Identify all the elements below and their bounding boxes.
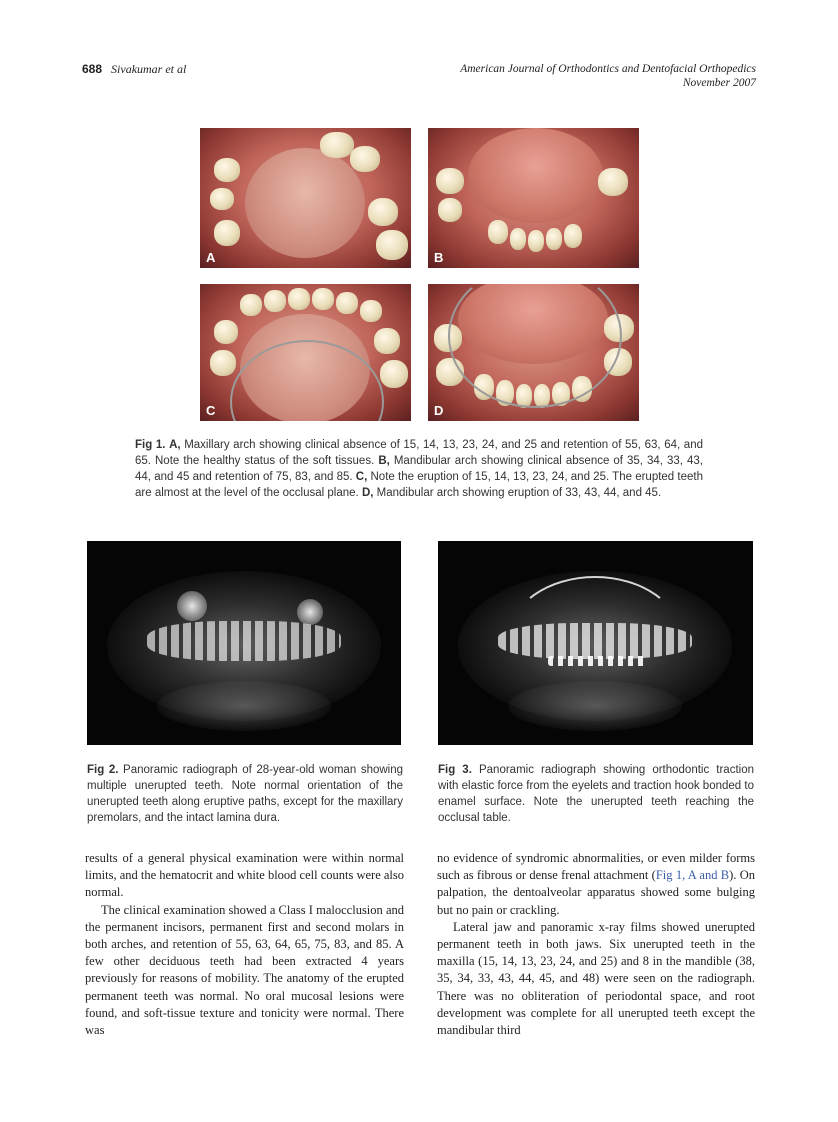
body-right-paragraph-1 [437,850,755,919]
body-left-paragraph-2: The clinical examination showed a Class I malocclusion and the permanent incisors, permanent first and second molars in both arches, and retention of 55, 63, 64, 65, 75, 83, and 85. A few other deciduous teeth had been extracted 4 years previously for reasons of mobility. The anatomy of the erupted permanent teeth was normal. No oral mucosal lesions were found, and soft-tissue texture and tonicity were normal. There was [85,902,404,1038]
fig1-panel-b [428,128,639,268]
body-right-p1-start: no evidence of syndromic abnormalities, or even milder forms such as fibrous or dense frenal attachment ( [437,851,755,883]
fig3-caption-label: Fig 3. [438,764,472,776]
fig1-caption-a-label: A, [169,439,181,451]
fig2-caption-text: Panoramic radiograph of 28-year-old woman showing multiple unerupted teeth. Note normal orientation of the unerupted teeth along eruptive paths, except for the maxillary premolars, and the intact lamina dura. [87,764,404,824]
fig2-caption [87,762,403,826]
fig1-caption-b-label: B, [378,455,390,467]
fig1-panel-a [200,128,411,268]
fig1-caption-label: Fig 1. [135,439,166,451]
fig3-caption-text: Panoramic radiograph showing orthodontic traction with elastic force from the eyelets and traction hook bonded to enamel surface. Note the unerupted teeth reaching the occlusal table. [438,764,754,824]
fig1-panel-d [428,284,639,421]
fig1-caption-b: Mandibular arch showing clinical absence of 35, 34, 33, 43, 44, and 45 and retention of 75, 83, and 85. [135,455,703,483]
running-header-right [460,62,756,90]
body-right-column [437,850,755,1039]
fig2-caption-label: Fig 2. [87,764,119,776]
fig1-caption-c-label: C, [355,471,368,483]
fig1-panel-label-c: C [206,403,216,418]
fig2-radiograph [87,541,401,745]
fig1-panel-label-b: B [434,250,444,265]
body-left-column [85,850,404,1039]
body-right-paragraph-2: Lateral jaw and panoramic x-ray films showed unerupted permanent teeth in both jaws. Six unerupted teeth in the maxilla (15, 14, 13, 23, 24, and 25) and 8 in the mandible (38, 35, 34, 33, 43, 44, 45, and 48) were seen on the radiograph. There was no obliteration of periodontal space, and root development was complete for all unerupted teeth except the mandibular third [437,919,755,1038]
fig3-radiograph [438,541,753,745]
fig1-panel-label-a: A [206,250,216,265]
fig3-caption [438,762,754,826]
fig1-panel-label-d: D [434,403,444,418]
fig1-caption-d: Mandibular arch showing eruption of 33, 43, 44, and 45. [376,487,662,499]
body-right-p1-end: ). On palpation, the dentoalveolar apparatus showed some bulging but no pain or crackling. [437,868,755,917]
running-authors: Sivakumar et al [111,62,187,76]
figure-reference-link[interactable]: Fig 1, A and B [655,868,730,883]
running-header-left [82,62,186,77]
fig1-caption-a: Maxillary arch showing clinical absence of 15, 14, 13, 23, 24, and 25 and retention of 55, 63, 64, and 65. Note the healthy status of the soft tissues. [135,439,703,467]
fig1-caption-d-label: D, [361,487,374,499]
body-left-paragraph-1: results of a general physical examination were within normal limits, and the hematocrit and white blood cell counts were also normal. [85,851,405,900]
fig1-panel-c [200,284,411,421]
issue-date: November 2007 [682,77,756,89]
journal-title: American Journal of Orthodontics and Dentofacial Orthopedics [460,63,756,75]
fig1-caption [135,437,703,501]
fig1-caption-c: Note the eruption of 15, 14, 13, 23, 24, and 25. The erupted teeth are almost at the level of the occlusal plane. [135,471,703,499]
page-number: 688 [82,62,103,76]
